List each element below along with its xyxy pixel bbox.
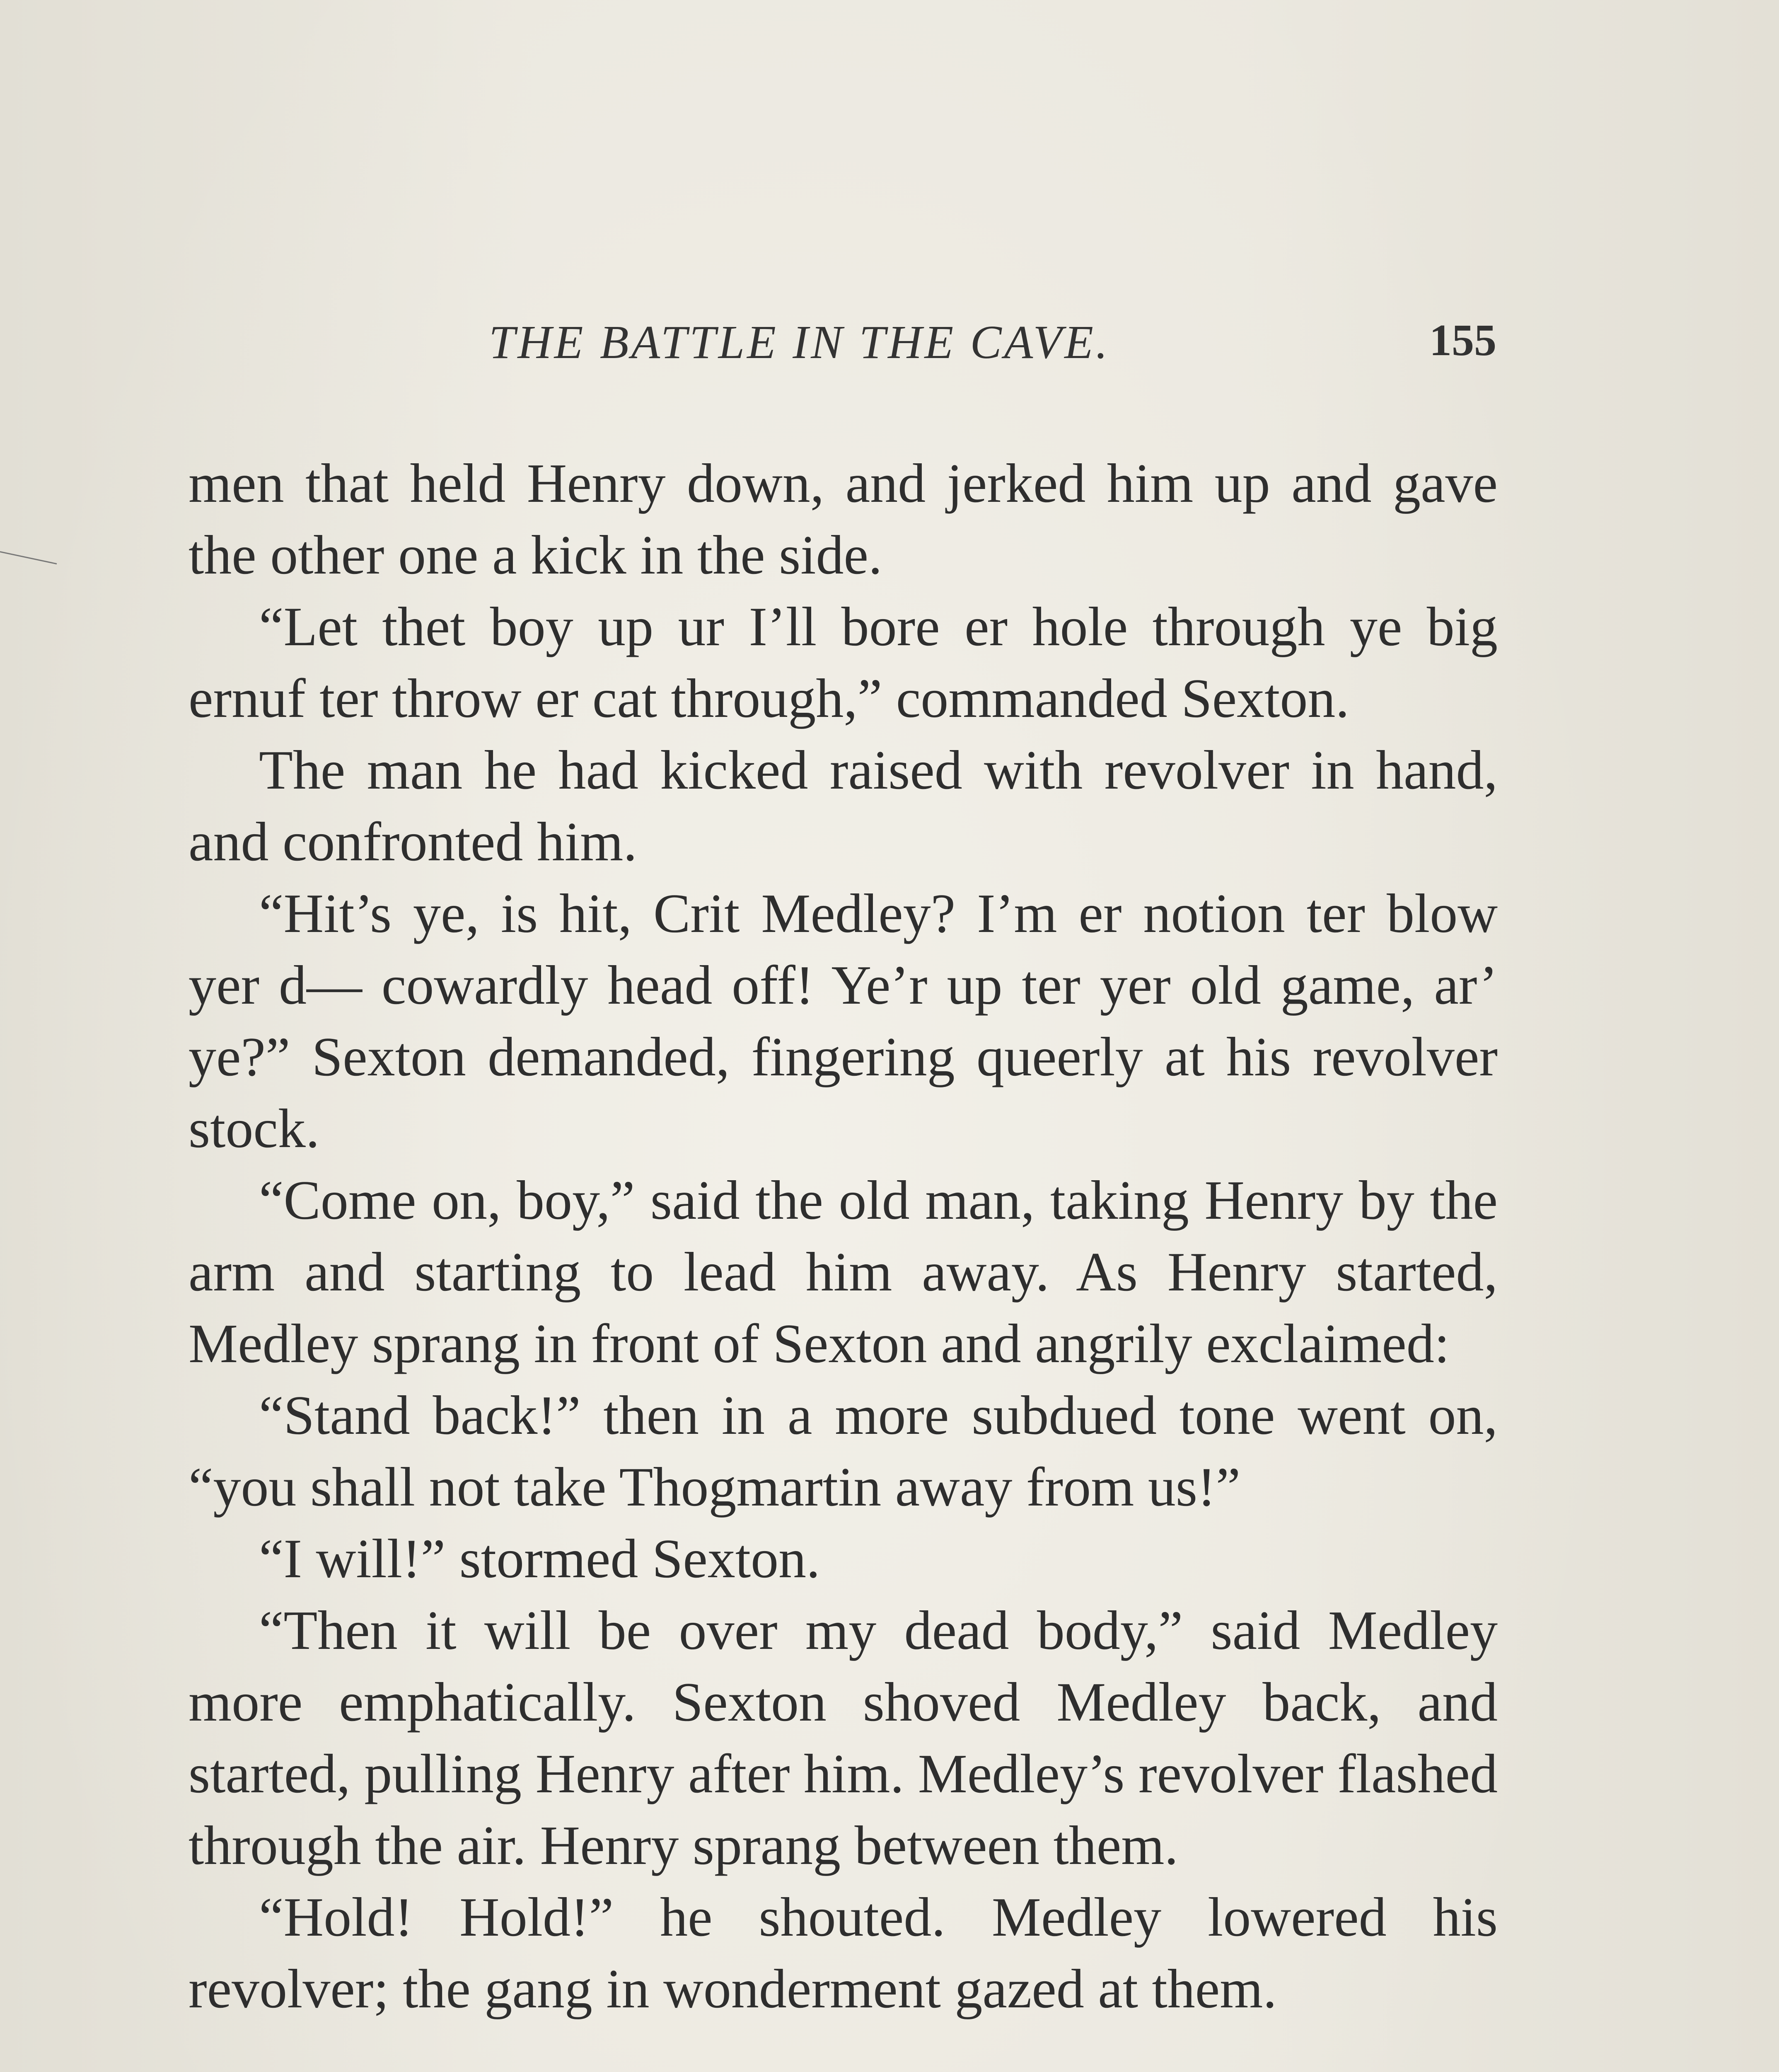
paragraph: “Stand back!” then in a more subdued tone went on, “you shall not take Thogmartin away from us!” [189, 1385, 1498, 1518]
body-text [189, 448, 1498, 2025]
paragraph: “Come on, boy,” said the old man, taking Henry by the arm and starting to lead him away. As Henry started, Medley sprang in front of Sexton and angrily exclaimed: [189, 1169, 1498, 1374]
paragraph: “Then it will be over my dead body,” said Medley more emphatically. Sexton shoved Medley back, and started, pulling Henry after him. Medley’s revolver flashed through the air. Henry sprang between them. [189, 1600, 1498, 1876]
paragraph: men that held Henry down, and jerked him up and gave the other one a kick in the side. [189, 453, 1498, 586]
margin-mark [0, 551, 57, 564]
paragraph: “Let thet boy up ur I’ll bore er hole through ye big ernuf ter throw er cat through,” commanded Sexton. [189, 596, 1498, 729]
page-number: 155 [1429, 316, 1496, 365]
paragraph: “Hold! Hold!” he shouted. Medley lowered his revolver; the gang in wonderment gazed at them. [189, 1886, 1498, 2019]
running-title: THE BATTLE IN THE CAVE. [489, 316, 1110, 368]
paragraph: “Hit’s ye, is hit, Crit Medley? I’m er notion ter blow yer d— cowardly head off! Ye’r up ter yer old game, ar’ ye?” Sexton demanded, fingering queerly at his revolver stock. [189, 883, 1498, 1159]
paragraph: The man he had kicked raised with revolver in hand, and confronted him. [189, 739, 1498, 872]
paragraph: “I will!” stormed Sexton. [259, 1528, 820, 1589]
